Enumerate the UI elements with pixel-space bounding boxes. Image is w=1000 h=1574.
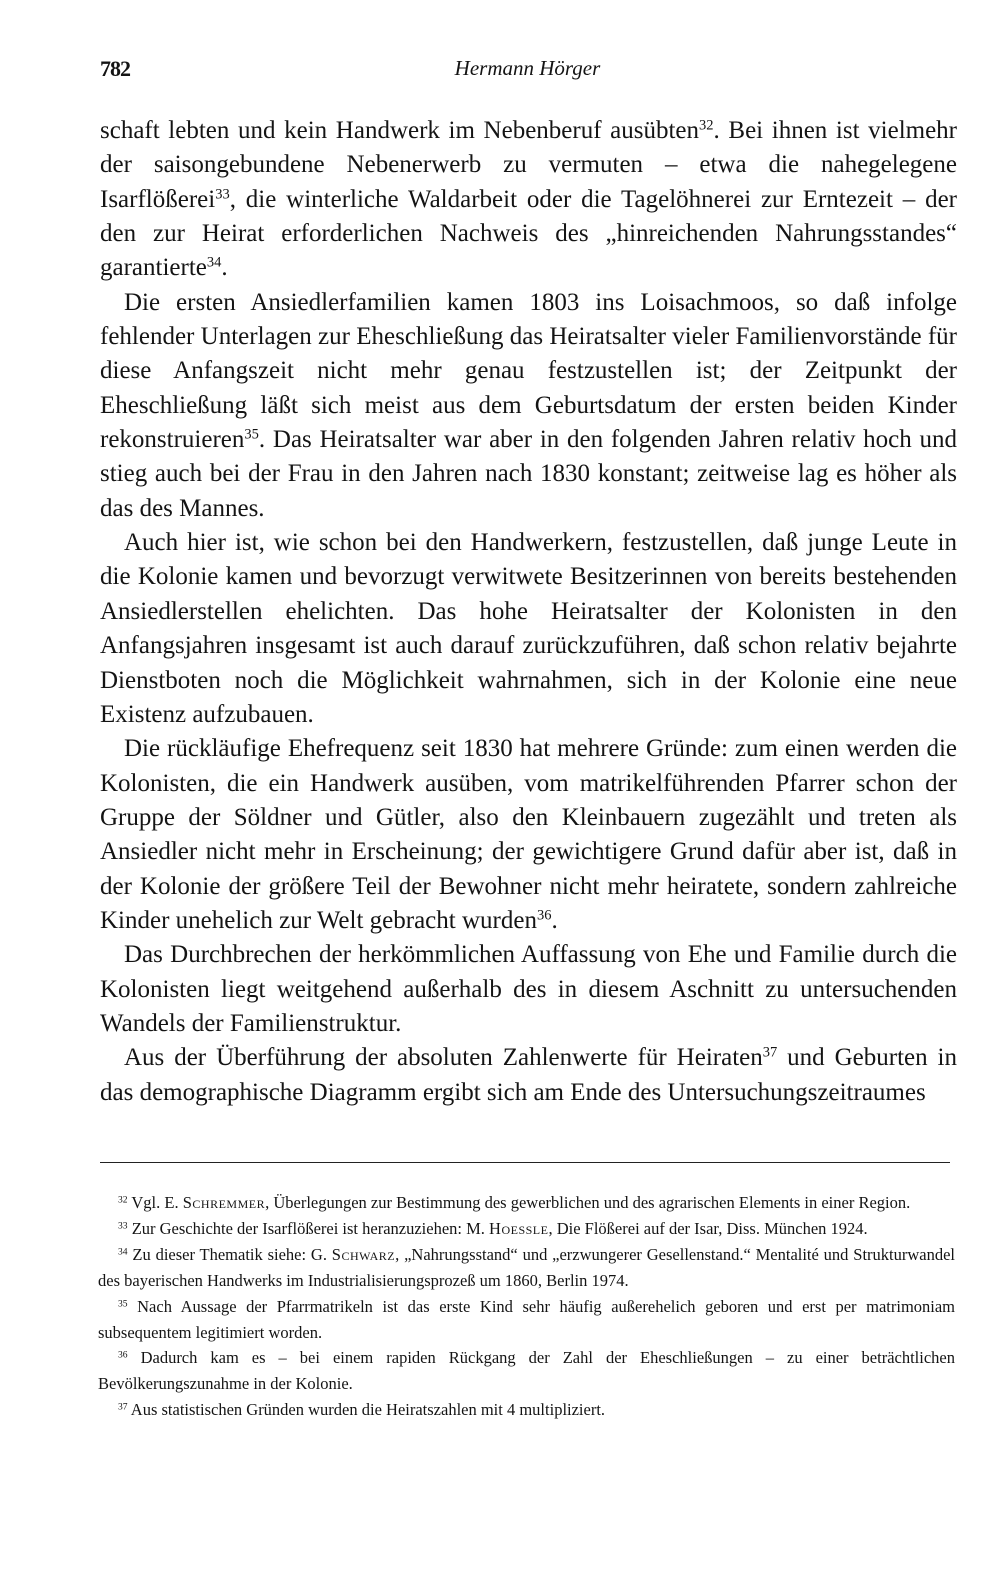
- footnote: $^{37}$ Aus statistischen Gründen wurden die Heiratszahlen mit 4 multipliziert.: [118, 1400, 606, 1420]
- paragraph: Aus der Überführung der absoluten Zahlenwerte für Heiraten$^{37}$ und Geburten in das demographische Diagramm ergibt sich am Ende des Untersuchungszeitraumes: [100, 1044, 957, 1106]
- paragraph: Auch hier ist, wie schon bei den Handwerkern, festzustellen, daß junge Leute in die Kolonie kamen und bevorzugt verwitwete Besitzerinnen von bereits bestehenden Ansiedlerstellen ehelichten. Das hohe Heiratsalter der Kolonisten in den Anfangsjahren insgesamt ist auch darauf zurückzuführen, daß schon relativ bejahrte Dienstboten noch die Möglichkeit wahrnahmen, sich in der Kolonie eine neue Existenz aufzubauen.: [100, 529, 957, 728]
- paragraph: Das Durchbrechen der herkömmlichen Auffassung von Ehe und Familie durch die Kolonisten liegt weitgehend außerhalb des in diesem Aschnitt zu untersuchenden Wandels der Familienstruktur.: [100, 941, 957, 1037]
- footnote-number: 32: [118, 1194, 128, 1206]
- footnote: $^{34}$ Zu dieser Thematik siehe: G. Schwarz, „Nahrungsstand“ und „erzwungerer Gesellenstand.“ Mentalité und Strukturwandel des bayerischen Handwerks im Industrialisierungsprozeß um 1860, Berlin 1974.: [98, 1244, 955, 1290]
- author-name: Hoessle: [489, 1218, 549, 1238]
- footnotes: [98, 1190, 955, 1423]
- footnote-ref: 36: [536, 907, 552, 924]
- author-name: Schremmer: [182, 1193, 266, 1212]
- footnote: $^{32}$ Vgl. E. Schremmer, Überlegungen zur Bestimmung des gewerblichen und des agrarischen Elements in einer Region.: [118, 1193, 911, 1212]
- footnote: $^{35}$ Nach Aussage der Pfarrmatrikeln ist das erste Kind sehr häufig außerehelich geboren und erst per matrimoniam subsequentem legitimiert worden.: [98, 1296, 956, 1342]
- paragraph: schaft lebten und kein Handwerk im Nebenberuf ausübten$^{32}$. Bei ihnen ist vielmehr der saisongebundene Nebenerwerb zu vermuten – etwa die nahegelegene Isarflößerei$^{33}$, die winterliche Waldarbeit oder die Tagelöhnerei zur Erntezeit – der den zur Heirat erforderlichen Nachweis des „hinreichenden Nahrungsstandes“ garantierte$^{34}$.: [100, 117, 958, 282]
- footnote-divider: [100, 1162, 950, 1163]
- footnote-number: 33: [118, 1220, 128, 1232]
- page-number: 782: [100, 56, 130, 81]
- footnote-number: 34: [118, 1246, 128, 1258]
- footnote: $^{36}$ Dadurch kam es – bei einem rapiden Rückgang der Zahl der Eheschließungen – zu einer beträchtlichen Bevölkerungszunahme in der Kolonie.: [98, 1348, 956, 1394]
- footnote-number: 37: [118, 1401, 128, 1413]
- author-name: Schwarz: [331, 1244, 396, 1264]
- footnote-ref: 32: [699, 117, 714, 134]
- paragraph: Die ersten Ansiedlerfamilien kamen 1803 ins Loisachmoos, so daß infolge fehlender Unterlagen zur Eheschließung das Heiratsalter vieler Familienvorstände für diese Anfangszeit nicht mehr genau festzustellen ist; der Zeitpunkt der Eheschließung läßt sich meist aus dem Geburtsdatum der ersten beiden Kinder rekonstruieren$^{35}$. Das Heiratsalter war aber in den folgenden Jahren relativ hoch und stieg auch bei der Frau in den Jahren nach 1830 konstant; zeitweise lag es höher als das des Mannes.: [100, 288, 957, 522]
- footnote-number: 36: [118, 1349, 128, 1361]
- footnote-ref: 35: [244, 426, 259, 443]
- footnote: $^{33}$ Zur Geschichte der Isarflößerei ist heranzuziehen: M. Hoessle, Die Flößerei auf der Isar, Diss. München 1924.: [118, 1218, 868, 1238]
- footnote-ref: 33: [215, 186, 230, 202]
- running-head-author: Hermann Hörger: [454, 56, 601, 80]
- page-header: [100, 56, 955, 86]
- footnote-ref: 37: [762, 1044, 778, 1061]
- footnote-number: 35: [118, 1297, 128, 1309]
- body-text: [100, 114, 957, 1110]
- paragraph: Die rückläufige Ehefrequenz seit 1830 hat mehrere Gründe: zum einen werden die Kolonisten, die ein Handwerk ausüben, vom matrikelführenden Pfarrer schon der Gruppe der Söldner und Gütler, also den Kleinbauern zugezählt und treten als Ansiedler nicht mehr in Erscheinung; der gewichtigere Grund dafür aber ist, daß in der Kolonie der größere Teil der Bewohner nicht mehr heiratete, sondern zahlreiche Kinder unehelich zur Welt gebracht wurden$^{36}$.: [100, 735, 957, 934]
- footnote-ref: 34: [206, 254, 222, 271]
